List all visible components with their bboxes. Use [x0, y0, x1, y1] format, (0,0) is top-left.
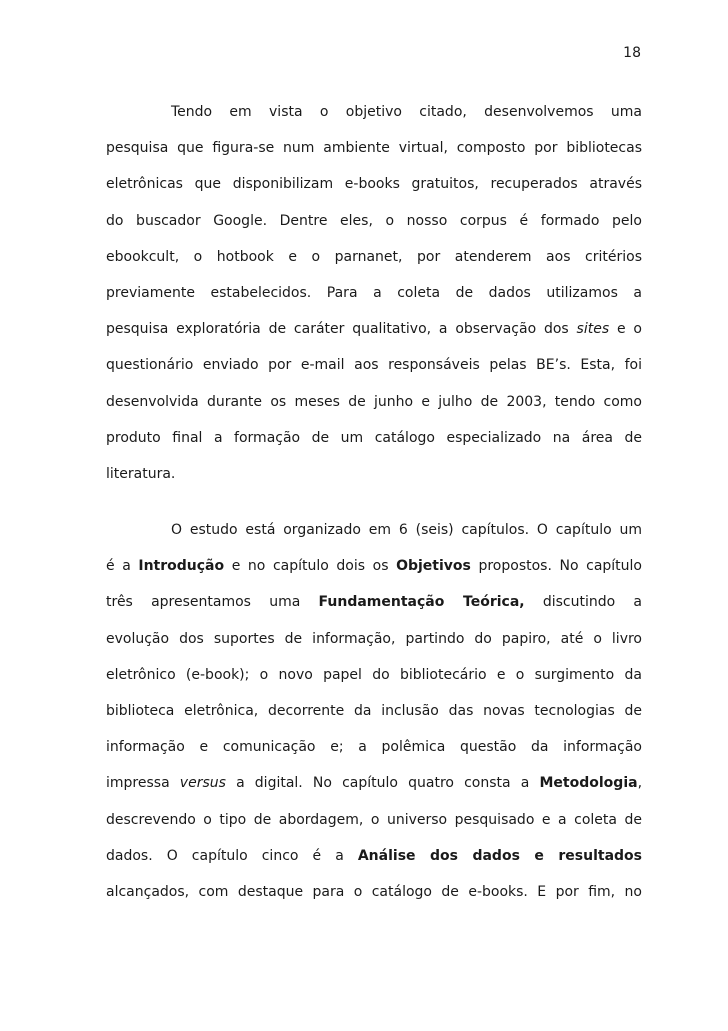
- text-line: [106, 878, 642, 914]
- text-run: a digital. No capítulo quatro consta a: [225, 775, 540, 792]
- text-line: [106, 842, 642, 878]
- text-run: e no capítulo dois os: [224, 558, 397, 575]
- text-run: é a: [106, 558, 139, 575]
- bold-text: Fundamentação Teórica,: [318, 594, 525, 611]
- page-number: 18: [623, 45, 641, 61]
- text-run: do buscador Google. Dentre eles, o nosso corpus é formado pelo: [106, 212, 642, 229]
- text-run: produto final a formação de um catálogo especializado na área de: [106, 429, 642, 446]
- body-text: [106, 98, 642, 914]
- text-run: literatura.: [106, 465, 176, 482]
- text-run: Tendo em vista o objetivo citado, desenvolvemos uma: [171, 104, 642, 120]
- bold-text: Metodologia: [539, 775, 638, 792]
- text-run: alcançados, com destaque para o catálogo de e-books. E por fim, no: [106, 883, 642, 900]
- text-run: desenvolvida durante os meses de junho e julho de 2003, tendo como: [106, 393, 642, 410]
- text-run: informação e comunicação e; a polêmica questão da informação: [106, 739, 642, 756]
- text-line: [106, 315, 642, 351]
- text-line: [106, 351, 642, 387]
- bold-text: Objetivos: [396, 558, 471, 575]
- text-run: eletrônico (e-book); o novo papel do bibliotecário e o surgimento da: [106, 666, 642, 683]
- italic-text: versus: [179, 775, 226, 792]
- text-run: ebookcult, o hotbook e o parnanet, por atenderem aos critérios: [106, 248, 642, 265]
- text-line: [106, 552, 642, 588]
- paragraph: [106, 516, 642, 914]
- text-run: previamente estabelecidos. Para a coleta de dados utilizamos a: [106, 284, 642, 301]
- paragraph: [106, 98, 642, 496]
- text-run: biblioteca eletrônica, decorrente da inclusão das novas tecnologias de: [106, 703, 642, 719]
- text-line: [106, 661, 642, 697]
- text-line: [106, 424, 642, 460]
- text-line: [106, 516, 642, 552]
- text-line: [106, 279, 642, 315]
- italic-text: sites: [576, 321, 610, 338]
- text-line: [106, 207, 642, 243]
- text-run: O estudo está organizado em 6 (seis) capítulos. O capítulo um: [171, 522, 642, 539]
- text-run: ,: [637, 775, 643, 792]
- text-run: dados. O capítulo cinco é a: [106, 847, 358, 864]
- text-run: discutindo a: [524, 594, 642, 611]
- text-line: [106, 243, 642, 279]
- text-run: três apresentamos uma: [106, 594, 319, 611]
- text-run: e o: [609, 321, 642, 338]
- text-line: [106, 697, 642, 733]
- text-line: [106, 769, 642, 805]
- paragraph-gap: [106, 496, 642, 516]
- text-line: [106, 98, 642, 134]
- text-line: [106, 806, 642, 842]
- text-run: evolução dos suportes de informação, partindo do papiro, até o livro: [106, 630, 642, 647]
- text-line: [106, 625, 642, 661]
- text-run: pesquisa que figura-se num ambiente virtual, composto por bibliotecas: [106, 140, 642, 157]
- text-line: [106, 170, 642, 206]
- text-run: impressa: [106, 775, 180, 792]
- text-line: [106, 134, 642, 170]
- bold-text: Análise dos dados e resultados: [357, 847, 642, 864]
- bold-text: Introdução: [138, 558, 225, 575]
- text-run: pesquisa exploratória de caráter qualitativo, a observação dos: [106, 321, 577, 338]
- text-line: [106, 733, 642, 769]
- text-line: [106, 588, 642, 624]
- text-run: questionário enviado por e-mail aos responsáveis pelas BE’s. Esta, foi: [106, 357, 642, 374]
- text-run: propostos. No capítulo: [470, 558, 642, 575]
- text-line: [106, 460, 642, 496]
- text-line: [106, 388, 642, 424]
- text-run: descrevendo o tipo de abordagem, o universo pesquisado e a coleta de: [106, 811, 642, 828]
- text-run: eletrônicas que disponibilizam e-books gratuitos, recuperados através: [106, 176, 642, 193]
